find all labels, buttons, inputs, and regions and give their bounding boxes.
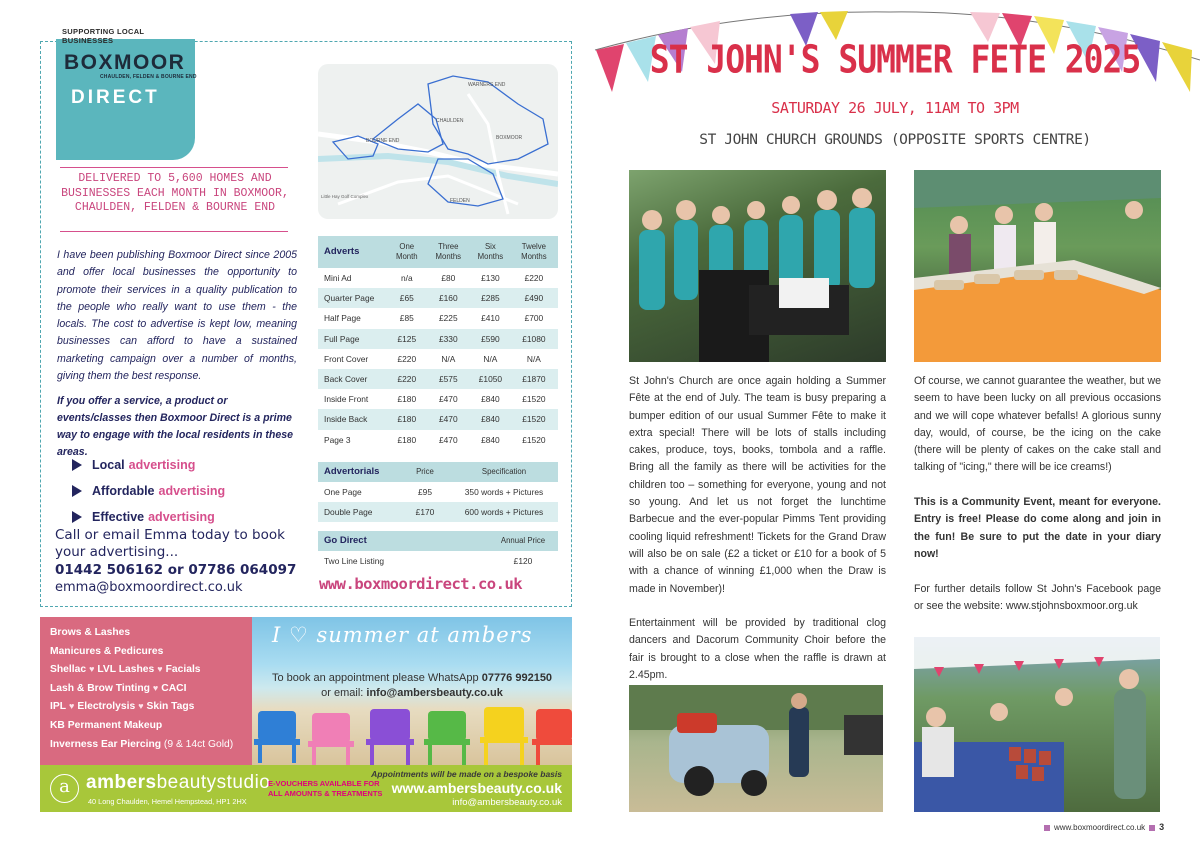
table-header: Advertorials Price Specification <box>318 462 558 482</box>
divider <box>60 167 288 168</box>
table-cell: £180 <box>397 394 417 405</box>
vouchers-note: E-VOUCHERS AVAILABLE FOR ALL AMOUNTS & TREATMENTS <box>268 779 383 798</box>
row-label: Full Page <box>324 333 360 344</box>
table-cell: £700 <box>524 313 544 324</box>
ambers-services-list <box>40 617 252 765</box>
table-cell: £590 <box>481 333 500 344</box>
table-header: Go Direct Annual Price <box>318 531 558 551</box>
chair-icon <box>254 711 300 763</box>
table-row <box>318 349 558 369</box>
table-cell: £65 <box>399 293 414 304</box>
boxmoor-website-link[interactable]: www.boxmoordirect.co.uk <box>319 575 523 593</box>
table-cell: £470 <box>438 394 458 405</box>
table-row <box>318 288 558 308</box>
summer-script-title: I ♡ summer at ambers <box>272 623 533 647</box>
service-item: Shellac ♥ LVL Lashes ♥ Facials <box>50 664 201 676</box>
article-paragraph: Of course, we cannot guarantee the weather, but we seem to have been lucky on all previous occasions and we will cope whatever befalls! A glorious sunny day, would, of course, be the icing on the cake (there will be plenty of cakes on the cake stall and talking of "icing," there will be ice creams!) <box>914 375 1161 474</box>
logo-word: BOXMOOR <box>64 51 186 74</box>
table-row <box>318 369 558 389</box>
map-label: BOXMOOR <box>496 135 523 141</box>
benefit-item: Local advertising <box>72 452 225 478</box>
map-label: WARNERS END <box>468 82 506 88</box>
appointments-note: Appointments will be made on a bespoke basis <box>371 769 562 779</box>
ambers-logo-mark: a <box>50 774 79 803</box>
table-cell: £840 <box>481 394 500 405</box>
row-label: Mini Ad <box>324 273 352 284</box>
fete-venue: ST JOHN CHURCH GROUNDS (OPPOSITE SPORTS CENTRE) <box>699 132 1091 148</box>
row-label: Front Cover <box>324 353 369 364</box>
beach-chairs-image <box>252 617 572 765</box>
row-label: Double Page <box>324 507 373 517</box>
table-cell: £285 <box>481 293 500 304</box>
table-cell: £220 <box>397 374 417 385</box>
row-label: Quarter Page <box>324 293 375 304</box>
article-paragraph: This is a Community Event, meant for everyone. Entry is free! Please do come along and join in the fun! Be sure to put the date in your diary now! <box>914 496 1161 560</box>
advertorials-table <box>318 462 558 522</box>
benefit-list <box>72 452 225 530</box>
square-bullet-icon <box>1044 825 1050 831</box>
boxmoor-direct-logo <box>56 27 195 160</box>
triangle-bullet-icon <box>72 511 82 523</box>
table-row <box>318 430 558 450</box>
table-row <box>318 268 558 288</box>
table-cell: £575 <box>438 374 458 385</box>
delivered-statement: DELIVERED TO 5,600 HOMES AND BUSINESSES EACH MONTH IN BOXMOOR, CHAULDEN, FELDEN & BOURNE END <box>61 172 289 214</box>
table-cell: £85 <box>399 313 414 324</box>
map-label: FELDEN <box>450 198 470 204</box>
table-row <box>318 329 558 349</box>
table-cell: £160 <box>438 293 458 304</box>
row-label: Inside Back <box>324 414 368 425</box>
chair-icon <box>424 711 470 765</box>
phone-numbers[interactable]: 01442 506162 or 07786 064097 <box>55 562 297 578</box>
distribution-map <box>318 64 558 219</box>
ambers-address: 40 Long Chaulden, Hemel Hempstead, HP1 2HX <box>88 797 247 806</box>
fete-title: ST JOHN'S SUMMER FETE 2025 <box>649 37 1141 82</box>
page-number: 3 <box>1159 822 1165 832</box>
cake-stall-photo <box>914 170 1161 362</box>
service-item: KB Permanent Makeup <box>50 719 163 731</box>
heart-icon: ♥ <box>138 701 144 712</box>
table-row <box>318 308 558 328</box>
table-cell: £840 <box>481 414 500 425</box>
table-cell: £170 <box>415 507 435 517</box>
stall-photo <box>914 637 1160 812</box>
table-row <box>318 482 558 502</box>
table-cell: 600 words + Pictures <box>464 507 544 517</box>
service-item: IPL ♥ Electrolysis ♥ Skin Tags <box>50 701 195 713</box>
article-paragraph: For further details follow St John's Facebook page or see the website: www.stjohnsboxmoor.org.uk <box>914 582 1161 612</box>
table-cell: £410 <box>481 313 500 324</box>
vintage-car-photo <box>629 685 883 812</box>
logo-direct: DIRECT <box>71 87 160 108</box>
table-cell: £330 <box>438 333 458 344</box>
table-row <box>318 409 558 429</box>
chair-icon <box>366 709 414 765</box>
ambers-email-link[interactable]: info@ambersbeauty.co.uk <box>452 797 562 808</box>
call-to-action: Call or email Emma today to book your advertising... <box>55 527 285 560</box>
service-item: Lash & Brow Tinting ♥ CACI <box>50 682 187 694</box>
heart-icon: ♥ <box>152 682 159 693</box>
table-cell: £1520 <box>522 414 546 425</box>
article-column-2 <box>914 373 1161 632</box>
logo-tagline: SUPPORTING LOCAL BUSINESSES <box>56 27 195 39</box>
table-cell: 350 words + Pictures <box>464 487 544 497</box>
ambers-footer-bar <box>40 765 572 812</box>
intro-paragraph: I have been publishing Boxmoor Direct since 2005 and offer local businesses the opportunity to promote their services in a quality publication to the people who really want to use them - the locals. The cost to advertise is kept low, meaning businesses can afford to have a sustained marketing campaign over a number of months, giving them the best response. <box>57 249 297 383</box>
table-header: Adverts One Month Three Months Six Months Twelve Months <box>318 236 558 268</box>
benefit-item: Affordable advertising <box>72 478 225 504</box>
table-cell: £840 <box>481 434 500 445</box>
table-cell: £130 <box>481 273 500 284</box>
contact-email[interactable]: emma@boxmoordirect.co.uk <box>55 580 243 595</box>
service-item: Inverness Ear Piercing (9 & 14ct Gold) <box>50 738 234 750</box>
table-cell: £225 <box>438 313 458 324</box>
row-label: One Page <box>324 487 362 497</box>
table-cell: £180 <box>397 434 417 445</box>
table-cell: £1080 <box>522 333 546 344</box>
heart-icon: ♥ <box>157 664 163 675</box>
table-cell: £1050 <box>478 374 503 385</box>
table-cell: N/A <box>441 353 456 364</box>
table-cell: £490 <box>524 293 544 304</box>
table-row <box>318 551 558 571</box>
service-item: Brows & Lashes <box>50 627 131 638</box>
map-label: BOURNE END <box>366 138 400 144</box>
table-cell: £470 <box>438 434 458 445</box>
table-cell: £1520 <box>522 394 546 405</box>
fete-date: SATURDAY 26 JULY, 11AM TO 3PM <box>771 99 1019 117</box>
square-bullet-icon <box>1149 825 1155 831</box>
article-paragraph: Entertainment will be provided by traditional clog dancers and Dacorum Community Choir before the fair is brought to a close when the raffle is drawn at 2.45pm. <box>629 617 886 682</box>
table-cell: £220 <box>397 353 417 364</box>
chair-icon <box>532 709 572 765</box>
article-column-1 <box>629 373 886 702</box>
logo-areas: CHAULDEN, FELDEN & BOURNE END <box>100 74 197 80</box>
page-footer <box>1040 822 1164 832</box>
table-cell: £80 <box>441 273 456 284</box>
row-label: Inside Front <box>324 394 369 405</box>
map-label: CHAULDEN <box>436 118 464 124</box>
divider <box>60 231 288 232</box>
heart-icon: ♥ <box>69 701 75 712</box>
rates-table <box>318 236 558 450</box>
ambers-advert <box>40 617 572 812</box>
service-item: Manicures & Pedicures <box>50 645 164 657</box>
table-cell: £1520 <box>522 434 546 445</box>
row-label: Two Line Listing <box>324 556 385 566</box>
offer-paragraph: If you offer a service, a product or events/classes then Boxmoor Direct is a prime way to engage with the local residents in these areas. <box>57 395 294 458</box>
choir-photo <box>629 170 886 362</box>
table-row <box>318 502 558 522</box>
footer-site[interactable]: www.boxmoordirect.co.uk <box>1054 823 1146 832</box>
map-label: Little Hay Golf Complex <box>321 194 369 199</box>
table-cell: £120 <box>513 556 533 566</box>
article-paragraph: St John's Church are once again holding a Summer Fête at the end of July. The team is busy preparing a bumper edition of our usual Summer Fête to make it extra special! There will be lots of stalls including cakes, produce, toys, books, tombola and a raffle. Bring all the family as there will be activities for the children too – something for everyone, young and not so young. And let us not forget the lunchtime Barbecue and the ever-popular Pimms Tent providing cooling liquid refreshment! Tickets for the Grand Draw will also be on sale (£2 a ticket or £10 for a book of 5 with a chance of winning £1,000 when the Draw is made in November)! <box>629 375 886 595</box>
table-cell: £125 <box>397 333 417 344</box>
godirect-table <box>318 531 558 571</box>
table-cell: £470 <box>438 414 458 425</box>
table-cell: N/A <box>483 353 498 364</box>
row-label: Half Page <box>324 313 361 324</box>
table-cell: £220 <box>524 273 544 284</box>
table-row <box>318 389 558 409</box>
ambers-website-link[interactable]: www.ambersbeauty.co.uk <box>391 780 562 796</box>
table-cell: £95 <box>418 487 432 497</box>
heart-icon: ♥ <box>89 664 95 675</box>
triangle-bullet-icon <box>72 459 82 471</box>
ambers-brand: ambersbeautystudio <box>86 772 271 793</box>
table-cell: n/a <box>400 273 413 284</box>
booking-info: To book an appointment please WhatsApp 07776 992150 or email: info@ambersbeauty.co.uk <box>271 672 553 699</box>
triangle-bullet-icon <box>72 485 82 497</box>
table-cell: £1870 <box>522 374 546 385</box>
chair-icon <box>480 707 528 765</box>
table-cell: N/A <box>526 353 541 364</box>
benefit-item: Effective advertising <box>72 504 225 530</box>
row-label: Page 3 <box>324 434 351 445</box>
table-cell: £180 <box>397 414 417 425</box>
row-label: Back Cover <box>324 374 368 385</box>
chair-icon <box>308 713 354 765</box>
